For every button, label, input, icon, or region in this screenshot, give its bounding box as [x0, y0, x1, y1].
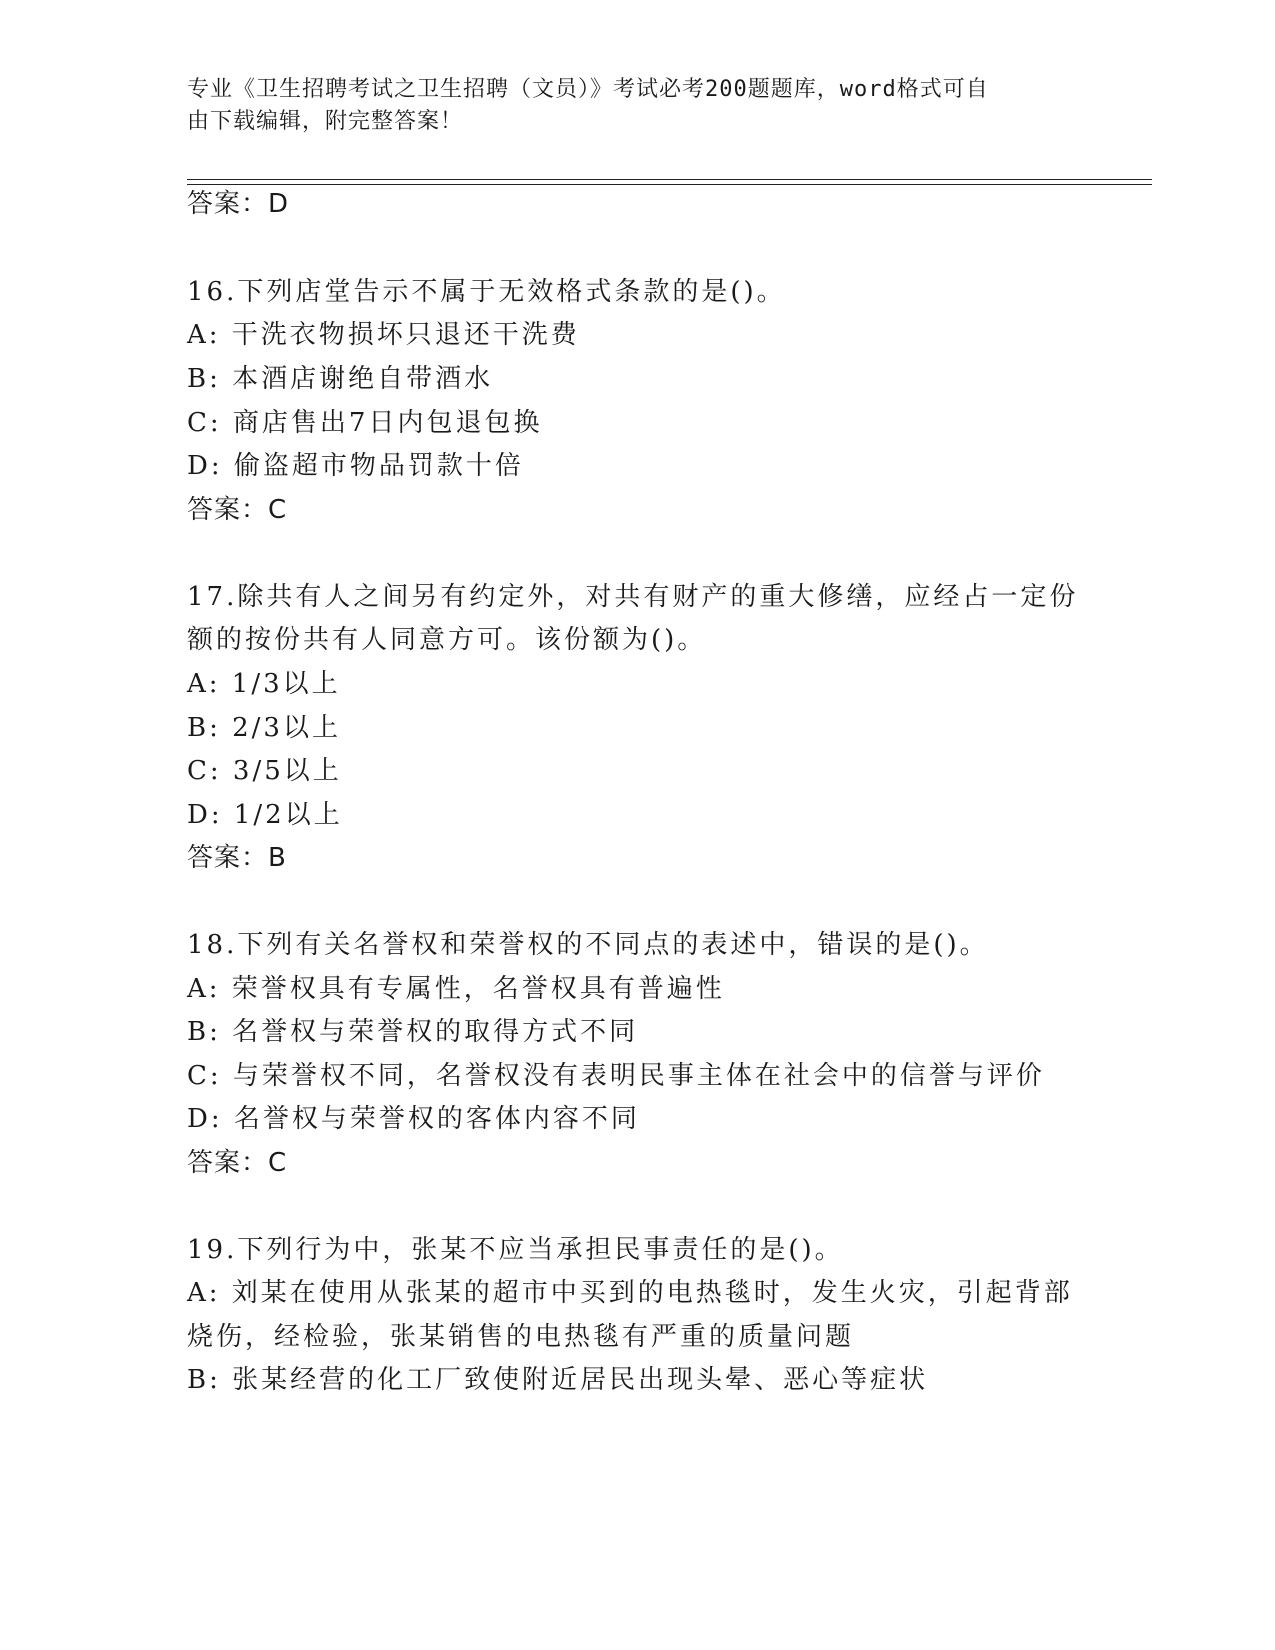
- header-line: 专业《卫生招聘考试之卫生招聘（文员）》考试必考200题题库，word格式可自: [187, 77, 989, 102]
- document-header: [187, 74, 1067, 138]
- option-line: C: 与荣誉权不同，名誉权没有表明民事主体在社会中的信誉与评价: [187, 1061, 1045, 1091]
- option-line: B: 本酒店谢绝自带酒水: [187, 364, 494, 394]
- option-line: 烧伤，经检验，张某销售的电热毯有严重的质量问题: [187, 1322, 855, 1352]
- option-line: A: 刘某在使用从张某的超市中买到的电热毯时，发生火灾，引起背部: [187, 1278, 1073, 1308]
- question-stem: 18.下列有关名誉权和荣誉权的不同点的表述中，错误的是()。: [187, 930, 989, 960]
- option-line: A: 干洗衣物损坏只退还干洗费: [187, 320, 580, 350]
- option-line: A: 1/3以上: [187, 669, 341, 699]
- option-line: D: 名誉权与荣誉权的客体内容不同: [187, 1104, 640, 1134]
- question-stem: 17.除共有人之间另有约定外，对共有财产的重大修缮，应经占一定份: [187, 582, 1079, 612]
- option-line: B: 名誉权与荣誉权的取得方式不同: [187, 1017, 639, 1047]
- header-divider: [187, 179, 1152, 180]
- option-line: C: 3/5以上: [187, 756, 342, 786]
- answer-line: 答案：D: [187, 189, 290, 219]
- answer-line: 答案：C: [187, 1148, 288, 1178]
- option-line: D: 1/2以上: [187, 800, 343, 830]
- option-line: D: 偷盗超市物品罚款十倍: [187, 451, 524, 481]
- option-line: A: 荣誉权具有专属性，名誉权具有普遍性: [187, 974, 725, 1004]
- question-stem: 16.下列店堂告示不属于无效格式条款的是()。: [187, 277, 786, 307]
- option-line: B: 张某经营的化工厂致使附近居民出现头晕、恶心等症状: [187, 1365, 929, 1395]
- header-divider: [187, 184, 1152, 185]
- header-line: 由下载编辑，附完整答案！: [187, 109, 464, 134]
- question-stem: 额的按份共有人同意方可。该份额为()。: [187, 625, 707, 655]
- question-stem: 19.下列行为中，张某不应当承担民事责任的是()。: [187, 1235, 844, 1265]
- option-line: C: 商店售出7日内包退包换: [187, 408, 543, 438]
- answer-line: 答案：B: [187, 843, 287, 873]
- answer-line: 答案：C: [187, 495, 288, 525]
- option-line: B: 2/3以上: [187, 713, 341, 743]
